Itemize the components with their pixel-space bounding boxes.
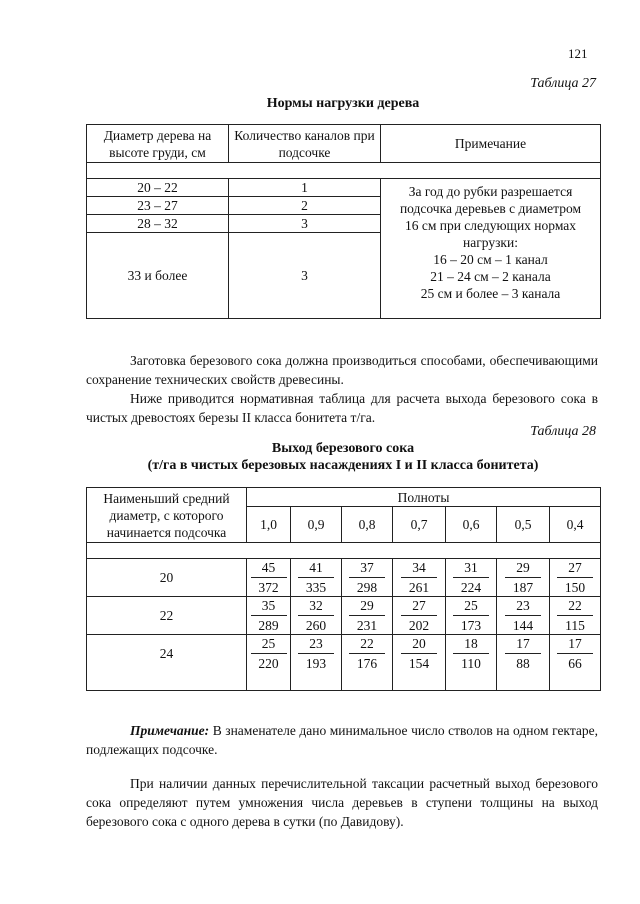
t28-yield: 25: [453, 597, 489, 616]
t28-row-20: [87, 559, 601, 597]
t27-row-diameter: 33 и более: [87, 233, 229, 319]
t28-cell: [497, 559, 550, 597]
t27-header-note: Примечание: [381, 125, 601, 163]
t27-row-diameter: 23 – 27: [87, 197, 229, 215]
t28-cell: [342, 635, 393, 691]
t28-yield: 17: [557, 635, 593, 654]
t28-cell: [291, 559, 342, 597]
t28-row-diameter: 20: [87, 559, 247, 597]
t28-row-24: [87, 635, 601, 691]
t28-row-diameter: 22: [87, 597, 247, 635]
t28-yield: 22: [349, 635, 385, 654]
table-28-title-line2: (т/га в чистых березовых насаждениях I и II класса бонитета): [147, 458, 539, 473]
t28-cell: [247, 635, 291, 691]
t28-cell: [550, 559, 601, 597]
t28-trees: 202: [408, 618, 430, 633]
t28-yield: 45: [251, 559, 287, 578]
t28-row-diameter: 24: [87, 635, 247, 691]
t27-row-diameter: 20 – 22: [87, 179, 229, 197]
t28-yield: 29: [349, 597, 385, 616]
t28-trees: 154: [408, 656, 430, 671]
paragraph-intro-table: Ниже приводится нормативная таблица для расчета выхода березового сока в чистых древостоях березы II класса бонитета т/га.: [86, 391, 598, 425]
t28-cell: [393, 635, 446, 691]
t28-density-header: 0,6: [446, 507, 497, 543]
t28-yield: 27: [401, 597, 437, 616]
t28-yield: 18: [453, 635, 489, 654]
t28-header-density-group: Полноты: [247, 488, 601, 507]
t28-yield: 23: [298, 635, 334, 654]
t28-trees: 298: [356, 580, 378, 595]
t27-note-cell: [381, 179, 601, 319]
note-paragraph: [86, 721, 598, 759]
t28-cell: [550, 597, 601, 635]
t27-row-channels: 2: [229, 197, 381, 215]
t28-density-header: 0,8: [342, 507, 393, 543]
t27-row-channels: 1: [229, 179, 381, 197]
note-text: В знаменателе дано минимальное число стволов на одном гектаре, подлежащих подсочке.: [86, 723, 598, 757]
t28-yield: 25: [251, 635, 287, 654]
t27-row-diameter: 28 – 32: [87, 215, 229, 233]
t27-spacer-row: [87, 163, 601, 179]
t28-trees: 220: [258, 656, 279, 671]
t27-row-channels: 3: [229, 233, 381, 319]
t27-note-line: 16 – 20 см – 1 канал: [433, 252, 548, 267]
table-28-title-line1: Выход березового сока: [271, 441, 415, 456]
t28-trees: 261: [408, 580, 430, 595]
t28-trees: 193: [305, 656, 327, 671]
t28-trees: 372: [258, 580, 279, 595]
t28-yield: 35: [251, 597, 287, 616]
note-label: Примечание:: [130, 723, 210, 738]
t28-row-22: [87, 597, 601, 635]
t28-yield: 27: [557, 559, 593, 578]
t28-density-header: 0,4: [550, 507, 601, 543]
t28-cell: [550, 635, 601, 691]
t27-row-channels: 3: [229, 215, 381, 233]
table-28: [86, 487, 601, 691]
t28-trees: 110: [461, 656, 481, 671]
t28-trees: 289: [258, 618, 279, 633]
t28-yield: 37: [349, 559, 385, 578]
t27-note-line: нагрузки:: [463, 235, 518, 250]
t28-yield: 20: [401, 635, 437, 654]
t28-trees: 335: [305, 580, 327, 595]
t28-density-header: 0,7: [393, 507, 446, 543]
t28-trees: 176: [356, 656, 378, 671]
t27-note-line: подсочка деревьев с диаметром: [399, 201, 582, 216]
t28-density-header: 0,9: [291, 507, 342, 543]
t27-note-line: 16 см при следующих нормах: [404, 218, 577, 233]
t28-trees: 115: [565, 618, 585, 633]
t28-trees: 187: [512, 580, 534, 595]
t28-cell: [247, 559, 291, 597]
t28-cell: [291, 635, 342, 691]
t28-density-header: 0,5: [497, 507, 550, 543]
t28-trees: 150: [564, 580, 586, 595]
table-28-caption: Таблица 28: [530, 424, 596, 439]
t28-trees: 260: [305, 618, 327, 633]
t28-trees: 224: [460, 580, 482, 595]
paragraph-harvest: Заготовка березового сока должна производиться способами, обеспечивающими сохранение технических свойств древесины.: [86, 353, 598, 387]
t28-cell: [446, 597, 497, 635]
t28-trees: 231: [356, 618, 378, 633]
t28-trees: 88: [516, 656, 530, 671]
t28-cell: [291, 597, 342, 635]
t27-note-line: За год до рубки разрешается: [408, 184, 573, 199]
t28-yield: 22: [557, 597, 593, 616]
t28-yield: 23: [505, 597, 541, 616]
t28-cell: [446, 559, 497, 597]
t28-yield: 32: [298, 597, 334, 616]
t28-density-header: 1,0: [247, 507, 291, 543]
t28-cell: [342, 559, 393, 597]
t28-cell: [342, 597, 393, 635]
t28-cell: [393, 559, 446, 597]
t28-trees: 144: [512, 618, 534, 633]
t27-header-channels: Количество каналов при подсочке: [229, 125, 381, 163]
t27-note-line: 25 см и более – 3 канала: [420, 286, 561, 301]
t27-header-diameter: Диаметр дерева на высоте груди, см: [87, 125, 229, 163]
t28-yield: 29: [505, 559, 541, 578]
t28-cell: [446, 635, 497, 691]
paragraph-calculation: При наличии данных перечислительной таксации расчетный выход березового сока определяют путем умножения числа деревьев в ступени толщины на выход березового сока с одного дерева в сутки (по Давидову).: [86, 776, 598, 829]
t28-yield: 34: [401, 559, 437, 578]
t28-cell: [497, 635, 550, 691]
t28-cell: [393, 597, 446, 635]
t28-cell: [497, 597, 550, 635]
t28-yield: 31: [453, 559, 489, 578]
page-number: 121: [568, 46, 588, 61]
t28-header-diameter: Наименьший средний диаметр, с которого начинается подсочка: [87, 488, 247, 543]
t28-yield: 17: [505, 635, 541, 654]
t28-trees: 66: [568, 656, 582, 671]
t28-trees: 173: [460, 618, 482, 633]
t28-yield: 41: [298, 559, 334, 578]
table-27-caption: Таблица 27: [530, 76, 596, 91]
table-27: [86, 124, 601, 319]
t28-cell: [247, 597, 291, 635]
table-27-title: Нормы нагрузки дерева: [266, 96, 420, 111]
t27-note-line: 21 – 24 см – 2 канала: [430, 269, 551, 284]
t28-spacer-row: [87, 543, 601, 559]
